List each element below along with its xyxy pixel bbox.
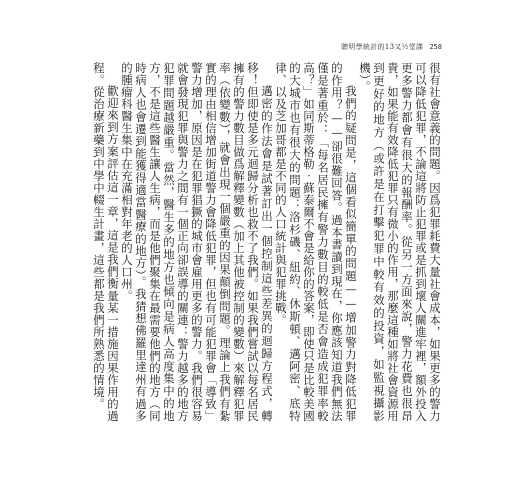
page-number: 258 xyxy=(429,43,442,51)
running-header xyxy=(341,42,442,52)
running-title: 聰明學統計的13又½堂課 xyxy=(341,43,424,51)
paragraph: 邁密的作法會是試著訂出一個控制這些差異的迴歸方程式，轉移！但即使是多元迴歸分析也救不了我們。如果我們嘗試以每名居民擁有的警力數目做爲解釋變數（加上其他被控制的變數）來解釋犯罪率（依變數），就會出現一個嚴重的因果顛倒問題。理論上我們有紮實的理由相信增加街道警力會降低犯罪，但也有可能犯罪會「導致」警力增加，原因是在犯罪猖獗的城市會雇用更多的警力。我們很容易就會發現犯罪與警力之間有一個正向卻誤導的關連：警力越多的地方犯罪問題越嚴重。當然，醫生多的地方也傾向是病人高度集中的地方，不是這些醫生讓人生病，而是他們聚集在最需要他們的地方（同時病人也會遷到能獲得適當醫療的地方）。我猜想佛羅里達州有過多的腫瘤科醫生集中在充滿相對年老的人口州。 xyxy=(120,62,274,422)
body-text xyxy=(80,62,442,422)
paragraph: 很有社會意義的問題。因爲犯罪耗費大量社會成本，如果更多的警力可以降低犯罪，不論這將防止犯罪或是抓到壞人關進牢裡，額外投入更多警力都會有很大的報酬率。從另一方面來說，警力花費也很昂貴，如果能有效降低犯罪只有微小的作用，那麼這種如將社會資源用到更好的地方（或許是在打擊犯罪中較有效的投資，如監視攝影機）。 xyxy=(358,62,442,422)
paragraph: 歡迎來到方案評估這一章，這是我們衡量某一措施因果作用的過程。從治療新藥到中學中輟生計畫，這些都是我們所熟悉的情境。 xyxy=(92,62,120,422)
paragraph: 我們的疑問是，這個看似簡單的問題——增加警力對降低犯罪的作用？——卻很難回答。過本書讀到現在，你應該知道我們無法僅是著重於：「每名居民擁有警力數目的較低是否會造成犯罪率較高？」如同斯蒂格勒‧蘇泰爾不會是給你的答案，即使只是比較美國的大城市也有很大的問題：洛杉磯、紐約、休斯頓、邁阿密、底特律、以及芝加哥都是不同的人口統計與犯罪挑戰。 xyxy=(274,62,358,422)
